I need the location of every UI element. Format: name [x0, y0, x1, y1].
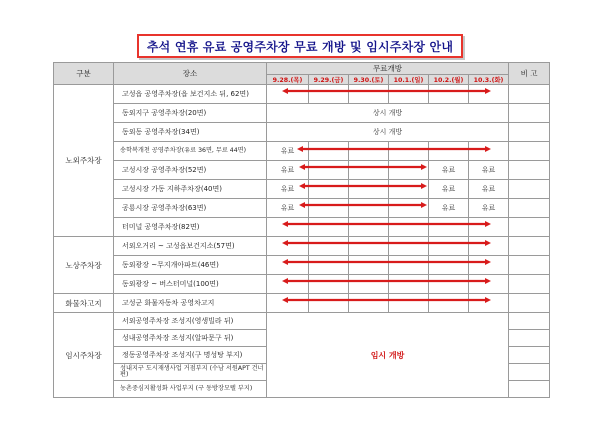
paid-cell: 유료 — [267, 180, 309, 199]
date-col-1: 9.28.(목) — [267, 75, 309, 85]
place-row-12: 고성군 화물자동차 공영차고지 — [114, 294, 267, 313]
category-outdoor: 노외주차장 — [54, 85, 114, 237]
place-row-17: 농촌중심지활성화 사업부지 (구 동방장모텔 부지) — [114, 381, 267, 398]
paid-cell: 유료 — [429, 161, 469, 180]
date-col-3: 9.30.(토) — [349, 75, 389, 85]
category-truck: 화물차고지 — [54, 294, 114, 313]
date-col-2: 9.29.(금) — [309, 75, 349, 85]
header-place: 장소 — [114, 63, 267, 85]
notice-title: 추석 연휴 유료 공영주차장 무료 개방 및 임시주차장 안내 — [146, 39, 454, 54]
place-row-2: 동외지구 공영주차장(20면) — [114, 104, 267, 123]
place-row-15: 정동공영주차장 조성지(구 명성탕 부지) — [114, 347, 267, 364]
header-category: 구분 — [54, 63, 114, 85]
paid-cell: 유료 — [267, 142, 309, 161]
paid-cell: 유료 — [469, 161, 509, 180]
place-row-5: 고성시장 공영주차장(52면) — [114, 161, 267, 180]
category-street: 노상주차장 — [54, 237, 114, 294]
place-row-1: 고성읍 공영주차장(읍 보건지소 뒤, 62면) — [114, 85, 267, 104]
place-row-9: 서외오거리 ~ 고성읍보건지소(57면) — [114, 237, 267, 256]
place-row-4: 송학복개천 공영주차장(유료 36면, 무료 44면) — [114, 142, 267, 161]
place-row-10: 동외광장 ~무지개아파트(46면) — [114, 256, 267, 275]
paid-cell: 유료 — [469, 180, 509, 199]
place-row-6: 고성시장 가동 지하주차장(40면) — [114, 180, 267, 199]
place-row-14: 성내공영주차장 조성지(알파문구 뒤) — [114, 330, 267, 347]
parking-schedule-table — [53, 62, 550, 398]
paid-cell: 유료 — [429, 180, 469, 199]
header-remarks: 비 고 — [509, 63, 550, 85]
paid-cell: 유료 — [429, 199, 469, 218]
header-free-open: 무료개방 — [267, 63, 509, 75]
temp-open-note: 임시 개방 — [267, 313, 509, 398]
place-row-3: 동외동 공영주차장(34면) — [114, 123, 267, 142]
notice-title-box — [137, 34, 463, 58]
date-col-6: 10.3.(화) — [469, 75, 509, 85]
place-row-7: 공룡시장 공영주차장(63면) — [114, 199, 267, 218]
place-row-8: 터미널 공영주차장(82면) — [114, 218, 267, 237]
place-row-16: 성내지구 도시재생사업 거점부지 (수남 서원APT 건너편) — [114, 364, 267, 381]
date-col-5: 10.2.(월) — [429, 75, 469, 85]
paid-cell: 유료 — [267, 199, 309, 218]
date-col-4: 10.1.(일) — [389, 75, 429, 85]
place-row-11: 동외광장 ~ 버스터미널(100면) — [114, 275, 267, 294]
always-open-note: 상시 개방 — [267, 104, 509, 123]
always-open-note: 상시 개방 — [267, 123, 509, 142]
paid-cell: 유료 — [267, 161, 309, 180]
paid-cell: 유료 — [469, 199, 509, 218]
category-temp: 임시주차장 — [54, 313, 114, 398]
place-row-13: 서외공영주차장 조성지(영생빌라 뒤) — [114, 313, 267, 330]
